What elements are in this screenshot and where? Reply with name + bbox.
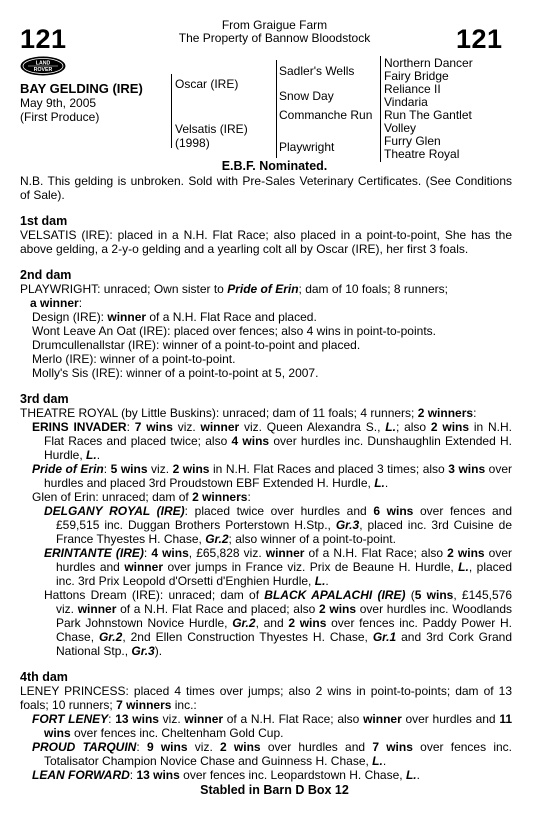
dam3-heading: 3rd dam <box>20 392 69 406</box>
dam4-intro: LENEY PRINCESS: placed 4 times over jumps; also 2 wins in point-to-points; dam of 13 foals; 10 runners; 7 winners inc.: <box>20 684 512 712</box>
pedigree-divider-3 <box>380 56 381 162</box>
dam2-runner: Wont Leave An Oat (IRE): placed over fences; also 4 wins in point-to-points. <box>32 324 436 338</box>
from-line: From Graigue Farm <box>221 18 328 32</box>
dam3-runner-glen-of-erin: Glen of Erin: unraced; dam of 2 winners: <box>32 490 251 504</box>
pedigree-gen4-5: Run The Gantlet <box>384 108 472 122</box>
lot-number-left: 121 <box>20 24 67 54</box>
dam4-runner-lean-forward: LEAN FORWARD: 13 wins over fences inc. Leopardstown H. Chase, L.. <box>32 768 420 782</box>
dam3-produce-hattons-dream: Hattons Dream (IRE): unraced; dam of BLACK APALACHI (IRE) (5 wins, £145,576 viz. winner of a N.H. Flat Race and placed; also 2 wins over hurdles inc. Woodlands Park Johnstown Novice Hurdle, Gr.2, and 2 wins over fences inc. Paddy Power H. Chase, Gr.2, 2nd Ellen Construction Thyestes H. Chase, Gr.1 and 3rd Cork Grand National Stp., Gr.3). <box>44 588 513 658</box>
dam1-text: VELSATIS (IRE): placed in a N.H. Flat Race; also placed in a point-to-point, She has the above gelding, a 2-y-o gelding and a yearling colt all by Oscar (IRE), her first 3 foals. <box>20 228 512 256</box>
pedigree-dam-year: (1998) <box>175 136 210 150</box>
svg-text:LAND: LAND <box>35 60 51 67</box>
lot-number-right: 121 <box>456 24 503 54</box>
pedigree-gen4-6: Volley <box>384 121 417 135</box>
land-rover-logo <box>20 56 66 76</box>
dam2-heading: 2nd dam <box>20 268 72 282</box>
dam2-intro: PLAYWRIGHT: unraced; Own sister to Pride of Erin; dam of 10 foals; 8 runners; a winner: <box>20 282 448 310</box>
dam2-runner: Molly's Sis (IRE): winner of a point-to-point at 5, 2007. <box>32 366 319 380</box>
dam4-heading: 4th dam <box>20 670 68 684</box>
dam1-heading: 1st dam <box>20 214 68 228</box>
produce-note: (First Produce) <box>20 110 100 124</box>
property-line: The Property of Bannow Bloodstock <box>178 31 371 45</box>
pedigree-gen3-2: Snow Day <box>279 89 334 103</box>
dam2-runner: Merlo (IRE): winner of a point-to-point. <box>32 352 236 366</box>
dam4-runner-fort-leney: FORT LENEY: 13 wins viz. winner of a N.H. Flat Race; also winner over hurdles and 11 wins over fences inc. Cheltenham Gold Cup. <box>32 712 512 740</box>
pedigree-gen4-7: Furry Glen <box>384 134 441 148</box>
svg-text:ROVER: ROVER <box>33 67 53 74</box>
dam3-intro: THEATRE ROYAL (by Little Buskins): unraced; dam of 11 foals; 4 runners; 2 winners: <box>20 406 477 420</box>
dam3-produce-delgany-royal: DELGANY ROYAL (IRE): placed twice over hurdles and 6 wins over fences and £59,515 inc. Duggan Brothers Porterstown H.Stp., Gr.3, placed inc. 3rd Cuisine de France Thyestes H. Chase, Gr.2; also winner of a point-to-point. <box>44 504 512 546</box>
horse-info <box>20 96 99 124</box>
horse-title: BAY GELDING (IRE) <box>20 81 143 96</box>
ebf-nominated: E.B.F. Nominated. <box>221 159 328 173</box>
pedigree-gen3-1: Sadler's Wells <box>279 64 355 78</box>
pedigree-gen4-8: Theatre Royal <box>384 147 460 161</box>
catalogue-body <box>20 174 512 782</box>
foaled-date: May 9th, 2005 <box>20 96 97 110</box>
pedigree-sire: Oscar (IRE) <box>175 77 239 91</box>
pedigree-divider-1 <box>171 74 172 148</box>
sale-note: N.B. This gelding is unbroken. Sold with Pre-Sales Veterinary Certificates. (See Conditions of Sale). <box>20 174 512 202</box>
dam2-runner: Design (IRE): winner of a N.H. Flat Race and placed. <box>32 310 317 324</box>
dam3-runner-erins-invader: ERINS INVADER: 7 wins viz. winner viz. Queen Alexandra S., L.; also 2 wins in N.H. Flat Races and placed twice; also 4 wins over hurdles inc. Dunshaughlin Extended H. Hurdle, L.. <box>32 420 512 462</box>
pedigree-gen4-1: Northern Dancer <box>384 56 473 70</box>
pedigree-gen4-4: Vindaria <box>384 95 428 109</box>
dam4-runner-proud-tarquin: PROUD TARQUIN: 9 wins viz. 2 wins over hurdles and 7 wins over fences inc. Totalisator Champion Novice Chase and Guinness H. Chase, L.. <box>32 740 513 768</box>
stabled-location: Stabled in Barn D Box 12 <box>200 783 349 797</box>
pedigree-gen3-4: Playwright <box>279 140 335 154</box>
pedigree-gen3-3: Commanche Run <box>279 108 373 122</box>
pedigree-divider-2 <box>276 60 277 158</box>
pedigree-dam: Velsatis (IRE) <box>175 122 248 136</box>
dam2-runner: Drumcullenallstar (IRE): winner of a point-to-point and placed. <box>32 338 361 352</box>
pedigree-gen4-2: Fairy Bridge <box>384 69 449 83</box>
dam3-runner-pride-of-erin: Pride of Erin: 5 wins viz. 2 wins in N.H. Flat Races and placed 3 times; also 3 wins over hurdles and placed 3rd Proudstown EBF Extended H. Hurdle, L.. <box>32 462 513 490</box>
pedigree-gen4-3: Reliance II <box>384 82 441 96</box>
dam3-produce-erintante: ERINTANTE (IRE): 4 wins, £65,828 viz. winner of a N.H. Flat Race; also 2 wins over hurdles and winner over jumps in France viz. Prix de Beaune H. Hurdle, L., placed inc. 3rd Prix Leopold d'Orsetti d'Enghien Hurdle, L.. <box>44 546 513 588</box>
